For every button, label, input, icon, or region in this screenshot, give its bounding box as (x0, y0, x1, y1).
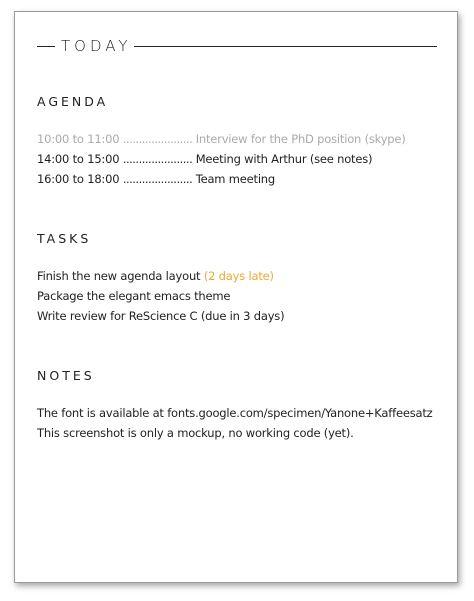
header-rule (134, 46, 437, 47)
today-header (37, 36, 437, 56)
agenda-heading: AGENDA (37, 94, 109, 109)
task-late-note: (2 days late) (203, 269, 274, 283)
task-text: Finish the new agenda layout (37, 269, 201, 283)
agenda-item[interactable] (37, 172, 275, 186)
note-line: This screenshot is only a mockup, no working code (yet). (37, 426, 354, 440)
agenda-text: Team meeting (195, 172, 275, 186)
task-item[interactable] (37, 309, 284, 323)
notes-heading: NOTES (37, 368, 95, 383)
task-item[interactable] (37, 289, 230, 303)
page-sheet (14, 11, 458, 583)
task-text: Package the elegant emacs theme (37, 289, 231, 303)
agenda-leader: ...................... (122, 172, 193, 186)
agenda-time: 16:00 to 18:00 (37, 172, 120, 186)
agenda-time: 10:00 to 11:00 (37, 132, 120, 146)
agenda-item[interactable] (37, 152, 372, 166)
agenda-item[interactable] (37, 132, 406, 146)
agenda-text: Interview for the PhD position (skype) (195, 132, 406, 146)
tasks-heading: TASKS (37, 231, 92, 246)
task-item[interactable] (37, 269, 274, 283)
agenda-text: Meeting with Arthur (see notes) (195, 152, 373, 166)
agenda-time: 14:00 to 15:00 (37, 152, 120, 166)
note-line: The font is available at fonts.google.com/specimen/Yanone+Kaffeesatz (37, 406, 433, 420)
header-dash (37, 46, 55, 47)
agenda-leader: ...................... (122, 132, 193, 146)
agenda-leader: ...................... (122, 152, 193, 166)
task-text: Write review for ReScience C (due in 3 days) (37, 309, 285, 323)
page-title: TODAY (61, 37, 132, 55)
